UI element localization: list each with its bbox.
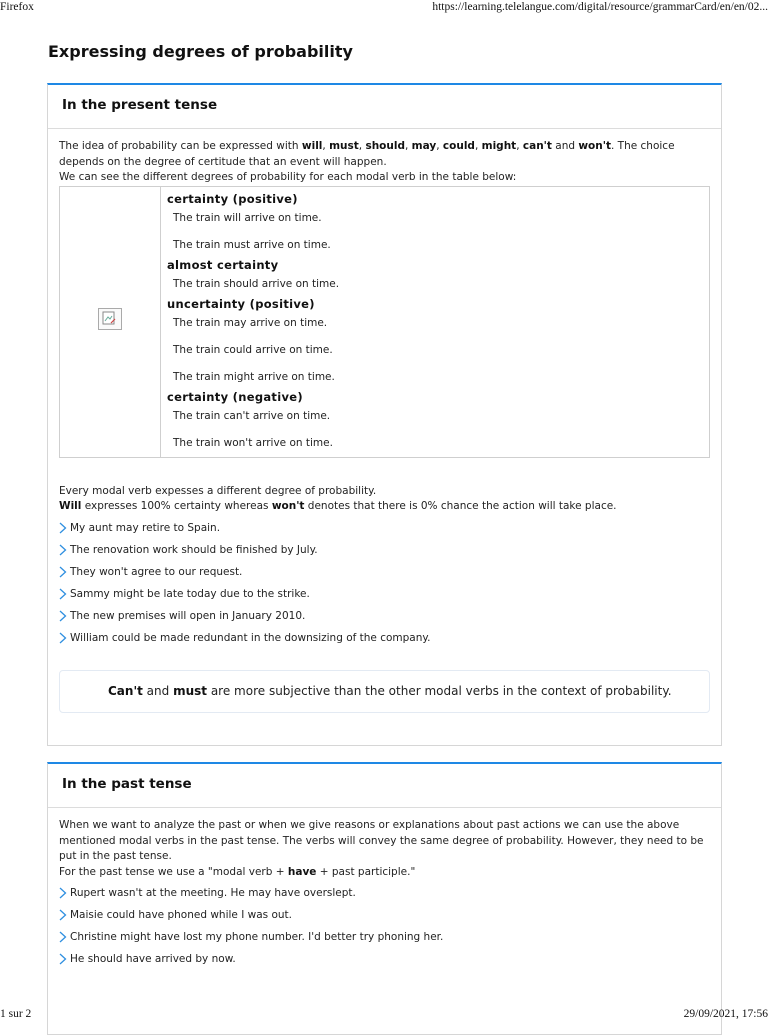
list-item: Sammy might be late today due to the strike. bbox=[59, 587, 711, 602]
table-example: The train will arrive on time. bbox=[173, 211, 322, 224]
list-item: The renovation work should be finished by July. bbox=[59, 543, 711, 558]
present-after-2: Will expresses 100% certainty whereas won't denotes that there is 0% chance the action will take place. bbox=[59, 500, 617, 512]
broken-image-icon bbox=[98, 308, 122, 330]
chevron-right-icon bbox=[59, 953, 67, 965]
chevron-right-icon bbox=[59, 544, 67, 556]
print-header-url: https://learning.telelangue.com/digital/resource/grammarCard/en/en/02... bbox=[432, 1, 768, 13]
page-title: Expressing degrees of probability bbox=[48, 42, 353, 61]
table-example: The train can't arrive on time. bbox=[173, 409, 331, 422]
chevron-right-icon bbox=[59, 610, 67, 622]
list-item: The new premises will open in January 2010. bbox=[59, 609, 711, 624]
past-tense-heading: In the past tense bbox=[48, 764, 721, 808]
table-example: The train won't arrive on time. bbox=[173, 436, 333, 449]
table-example: The train might arrive on time. bbox=[173, 370, 335, 383]
chevron-right-icon bbox=[59, 909, 67, 921]
past-formula: For the past tense we use a "modal verb + have + past participle." bbox=[59, 865, 416, 878]
list-item: Christine might have lost my phone number. I'd better try phoning her. bbox=[59, 930, 711, 945]
print-timestamp: 29/09/2021, 17:56 bbox=[683, 1008, 768, 1020]
table-category: almost certainty bbox=[167, 257, 279, 272]
probability-table bbox=[59, 186, 710, 458]
chevron-right-icon bbox=[59, 931, 67, 943]
chevron-right-icon bbox=[59, 566, 67, 578]
chevron-right-icon bbox=[59, 632, 67, 644]
past-example-list bbox=[59, 886, 711, 967]
print-footer bbox=[0, 1008, 768, 1024]
table-list-cell bbox=[161, 186, 710, 457]
page-count: 1 sur 2 bbox=[0, 1008, 32, 1020]
present-after-1: Every modal verb expesses a different degree of probability. bbox=[59, 484, 377, 497]
chevron-right-icon bbox=[59, 588, 67, 600]
table-category: uncertainty (positive) bbox=[167, 296, 315, 311]
table-example: The train should arrive on time. bbox=[173, 277, 340, 290]
chevron-right-icon bbox=[59, 522, 67, 534]
past-tense-body bbox=[48, 808, 721, 967]
note-box: Can't and must are more subjective than the other modal verbs in the context of probability. bbox=[59, 670, 710, 713]
present-example-list bbox=[59, 521, 711, 646]
print-header-left: Firefox bbox=[0, 1, 34, 13]
list-item: My aunt may retire to Spain. bbox=[59, 521, 711, 536]
list-item: William could be made redundant in the downsizing of the company. bbox=[59, 631, 711, 646]
list-item: Rupert wasn't at the meeting. He may have overslept. bbox=[59, 886, 711, 901]
table-example: The train could arrive on time. bbox=[173, 343, 333, 356]
table-category: certainty (positive) bbox=[167, 191, 298, 206]
print-header bbox=[0, 0, 768, 16]
list-item: Maisie could have phoned while I was out. bbox=[59, 908, 711, 923]
present-intro: The idea of probability can be expressed with will, must, should, may, could, might, can't and won't. The choice depends on the degree of certitude that an event will happen. bbox=[59, 140, 675, 168]
table-image-cell bbox=[60, 186, 161, 457]
present-tense-body bbox=[48, 129, 721, 713]
list-item: He should have arrived by now. bbox=[59, 952, 711, 967]
table-example: The train may arrive on time. bbox=[173, 316, 328, 329]
past-intro: When we want to analyze the past or when we give reasons or explanations about past actions we can use the above mentioned modal verbs in the past tense. The verbs will convey the same degree of probability. However, they need to be put in the past tense. bbox=[59, 819, 704, 862]
present-tense-card bbox=[47, 83, 722, 746]
past-tense-card bbox=[47, 762, 722, 1035]
present-tense-heading: In the present tense bbox=[48, 85, 721, 129]
table-example: The train must arrive on time. bbox=[173, 238, 331, 251]
present-intro-table-lead: We can see the different degrees of probability for each modal verb in the table below: bbox=[59, 171, 517, 183]
list-item: They won't agree to our request. bbox=[59, 565, 711, 580]
chevron-right-icon bbox=[59, 887, 67, 899]
table-category: certainty (negative) bbox=[167, 389, 303, 404]
